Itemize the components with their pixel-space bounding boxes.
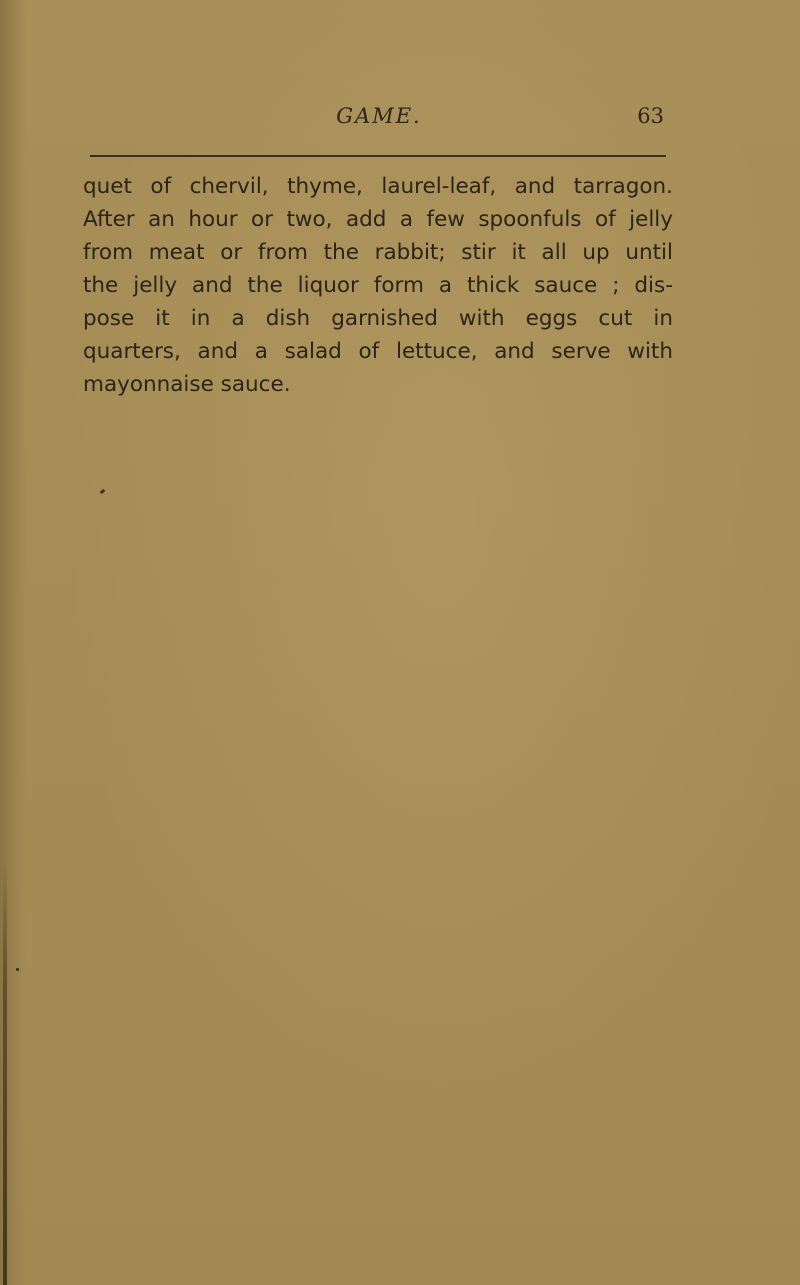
- binding-edge: [3, 860, 7, 1285]
- text-line-5: pose it in a dish garnished with eggs cut in: [83, 306, 673, 331]
- paper-speck: [16, 968, 19, 971]
- paper-speck: [100, 489, 106, 495]
- header-rule: [90, 155, 666, 157]
- text-line-4: the jelly and the liquor form a thick sauce ; dis-: [83, 273, 673, 298]
- text-line-1: quet of chervil, thyme, laurel-leaf, and tarragon.: [83, 174, 673, 199]
- body-paragraph: [83, 170, 673, 401]
- page-header: [90, 104, 668, 138]
- text-line-7: mayonnaise sauce.: [83, 372, 291, 397]
- text-line-6: quarters, and a salad of lettuce, and serve with: [83, 339, 673, 364]
- text-line-2: After an hour or two, add a few spoonfuls of jelly: [83, 207, 673, 232]
- page-number: 63: [637, 104, 664, 128]
- text-line-3: from meat or from the rabbit; stir it all up until: [83, 240, 673, 265]
- running-head: GAME.: [336, 104, 422, 128]
